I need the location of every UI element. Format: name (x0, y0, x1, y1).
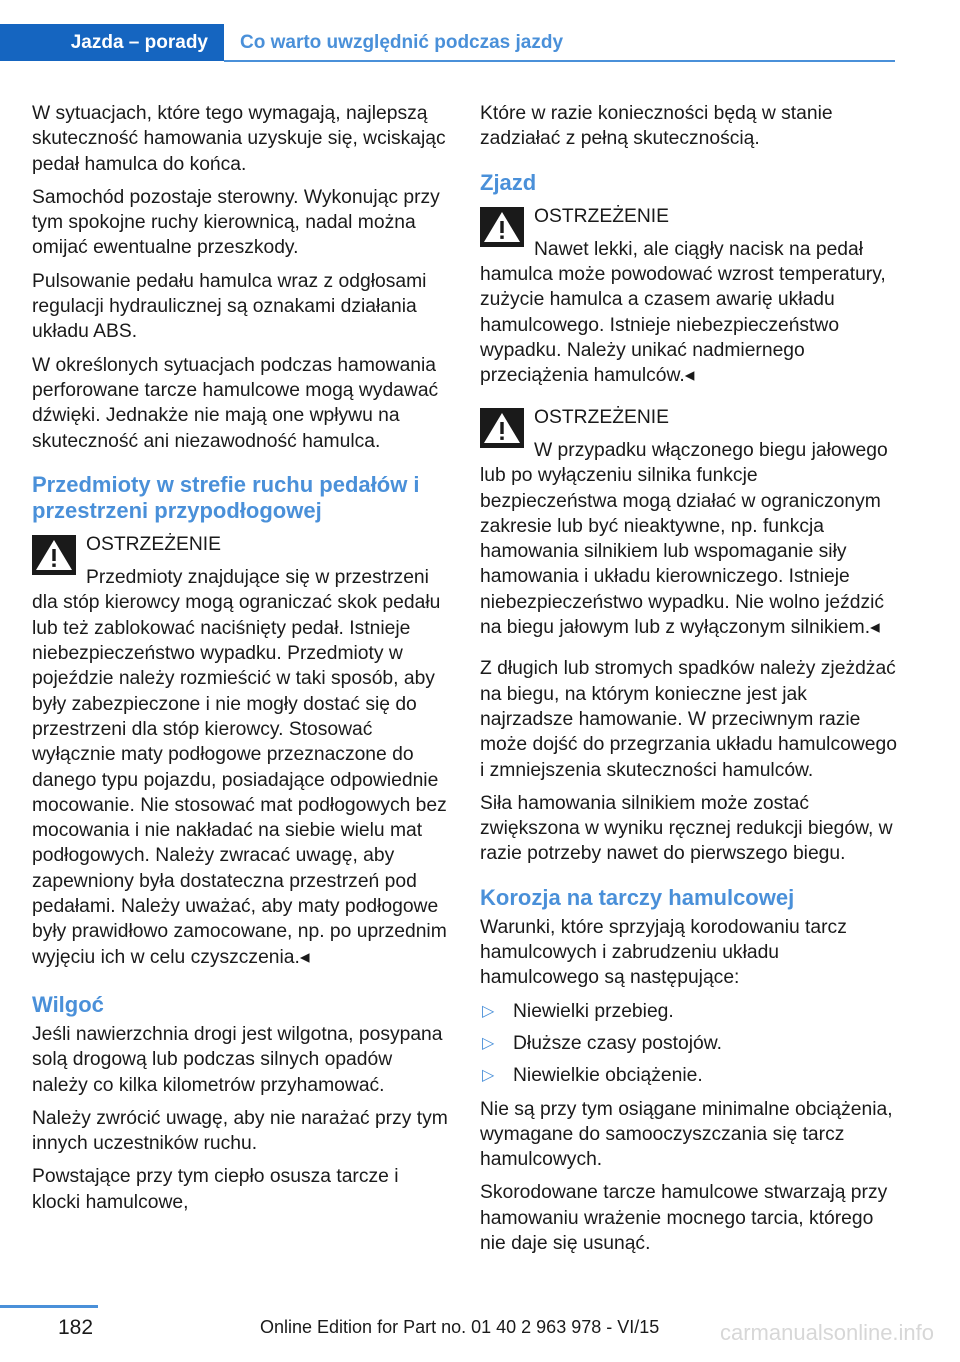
header-rule (224, 60, 895, 62)
section-heading-wet: Wilgoć (32, 991, 104, 1017)
paragraph: Powstające przy tym ciepło osusza tarcze i klocki hamulcowe, (32, 1166, 399, 1213)
paragraph: W określonych sytuacjach podczas hamowania perforowane tarcze hamulcowe mogą wydawać dźwięki. Jednakże nie mają one wpływu na skuteczność ani niezawodność hamulca. (32, 354, 439, 452)
section-tab: Jazda – porady (0, 24, 224, 61)
warning-title: OSTRZEŻENIE (534, 205, 669, 227)
paragraph: Warunki, które sprzyjają korodowaniu tarcz hamulcowych i zabrudzeniu układu hamulcowego są następujące: (480, 916, 847, 989)
warning-triangle-icon (480, 408, 524, 448)
warning-title: OSTRZEŻENIE (86, 533, 221, 555)
list-item (480, 1063, 898, 1088)
left-column (32, 101, 450, 1223)
list-item-text: Niewielki przebieg. (513, 1000, 674, 1022)
warning-text: Przedmioty znajdujące się w przestrzeni dla stóp kierowcy mogą ograniczać skok pedału lub też zablokować naciśnięty pedał. Istnieje niebezpieczeństwo wypadku. Przedmioty w pojeździe należy rozmieścić w taki sposób, aby były zabezpieczone i nie mogły dostać się do przestrzeni dla stóp kierowcy. Stosować wyłącznie maty podłogowe przeznaczone do danego typu pojazdu, posiadające odpowiednie mocowanie. Nie stosować mat podłogowych bez mocowania i nie nakładać na siebie wielu mat podłogowych. Należy zwracać uwagę, aby zapewniony była dostateczna przestrzeń pod pedałami. Należy uważać, aby maty podłogowe były prawidłowo zamocowane, np. po uprzednim wyjęciu ich w celu czyszczenia.◂ (32, 567, 447, 968)
condition-list (480, 999, 898, 1089)
paragraph: Skorodowane tarcze hamulcowe stwarzają przy hamowaniu wrażenie mocnego tarcia, którego nie daje się usunąć. (480, 1182, 888, 1254)
page-number: 182 (58, 1316, 94, 1339)
edition-info: Online Edition for Part no. 01 40 2 963 978 - VI/15 (260, 1317, 660, 1337)
warning-triangle-icon (32, 535, 76, 575)
warning-text: W przypadku włączonego biegu jałowego lub po wyłączeniu silnika funkcje bezpieczeństwa mogą działać w ograniczonym zakresie lub być nieaktywne, np. funkcja hamowania silnikiem lub wspomaganie siły hamowania i układu kierowniczego. Istnieje niebezpieczeństwo wypadku. Nie wolno jeździć na biegu jałowym lub z wyłączonym silnikiem.◂ (480, 439, 888, 639)
section-heading-pedals: Przedmioty w strefie ruchu pedałów i przestrzeni przypodłogowej (32, 471, 420, 523)
list-item (480, 1031, 898, 1056)
paragraph: Siła hamowania silnikiem może zostać zwiększona w wyniku ręcznej redukcji biegów, w razie potrzeby nawet do pierwszego biegu. (480, 792, 893, 865)
list-item-text: Niewielkie obciążenie. (513, 1065, 703, 1087)
paragraph: Jeśli nawierzchnia drogi jest wilgotna, posypana solą drogową lub podczas silnych opadów należy co kilka kilometrów przyhamować. (32, 1023, 443, 1096)
section-heading-descent: Zjazd (480, 169, 537, 195)
warning-block (480, 405, 898, 641)
chapter-title: Co warto uwzględnić podczas jazdy (240, 32, 564, 53)
page-header (0, 24, 895, 62)
triangle-bullet-icon: ▷ (482, 1034, 495, 1052)
right-column (480, 101, 898, 1264)
paragraph: Z długich lub stromych spadków należy zjeżdżać na biegu, na którym konieczne jest jak najrzadsze hamowanie. W przeciwnym razie może dojść do przegrzania układu hamulcowego i zmniejszenia skuteczności hamulców. (480, 658, 897, 781)
footer-rule (0, 1305, 98, 1308)
watermark: carmanualsonline.info (720, 1320, 935, 1345)
warning-title: OSTRZEŻENIE (534, 406, 669, 428)
triangle-bullet-icon: ▷ (482, 1002, 495, 1020)
triangle-bullet-icon: ▷ (482, 1067, 495, 1085)
warning-text: Nawet lekki, ale ciągły nacisk na pedał hamulca może powodować wzrost temperatury, zużycie hamulca a czasem awarię układu hamulcowego. Istnieje niebezpieczeństwo wypadku. Należy unikać nadmiernego przeciążenia hamulców.◂ (480, 238, 886, 387)
warning-block (32, 532, 450, 970)
paragraph: Nie są przy tym osiągane minimalne obciążenia, wymagane do samooczyszczania się tarcz hamulcowych. (480, 1098, 893, 1171)
paragraph: Pulsowanie pedału hamulca wraz z odgłosami regulacji hydraulicznej są oznakami działania układu ABS. (32, 270, 427, 343)
list-item (480, 999, 898, 1024)
paragraph: Które w razie konieczności będą w stanie zadziałać z pełną skutecznością. (480, 103, 833, 150)
list-item-text: Dłuższe czasy postojów. (513, 1032, 722, 1054)
warning-block (480, 204, 898, 389)
paragraph: W sytuacjach, które tego wymagają, najlepszą skuteczność hamowania uzyskuje się, wciskając pedał hamulca do końca. (32, 103, 446, 175)
paragraph: Samochód pozostaje sterowny. Wykonując przy tym spokojne ruchy kierownicą, nadal można omijać ewentualne przeszkody. (32, 186, 440, 259)
paragraph: Należy zwrócić uwagę, aby nie narażać przy tym innych uczestników ruchu. (32, 1107, 448, 1155)
section-heading-corrosion: Korozja na tarczy hamulcowej (480, 884, 795, 910)
warning-triangle-icon (480, 207, 524, 247)
